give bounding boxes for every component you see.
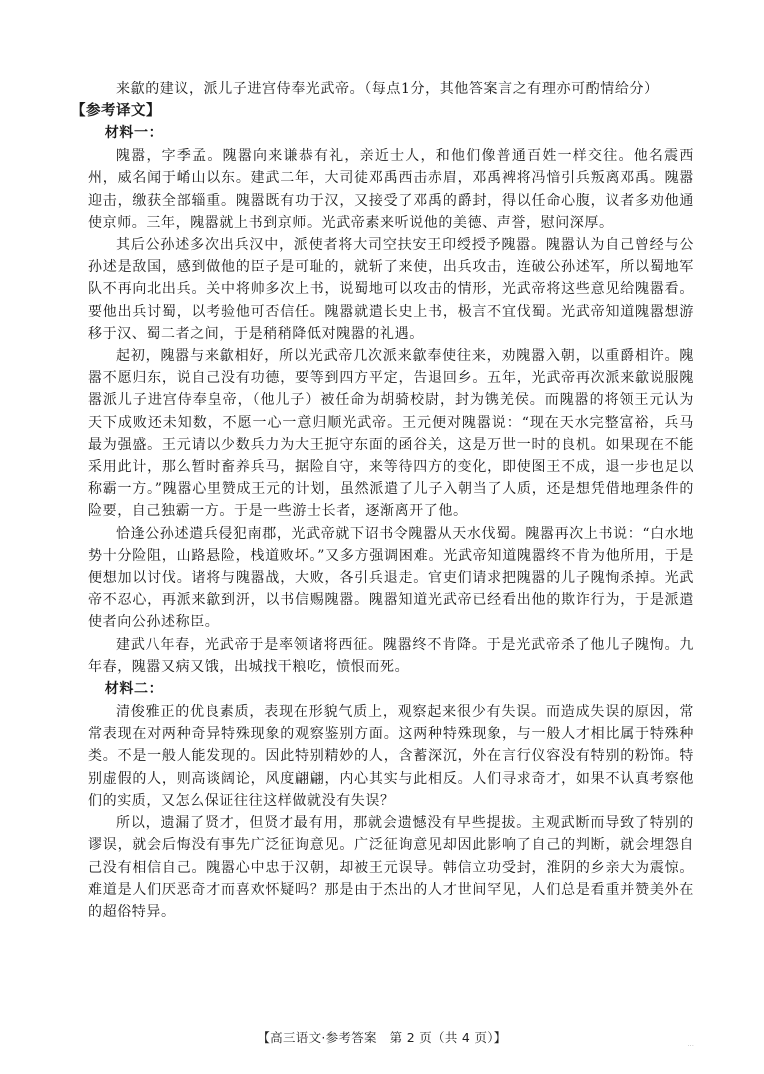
material2-paragraph: 清俊雅正的优良素质，表现在形貌气质上，观察起来很少有失误。而造成失误的原因，常常表现在对两种奇异特殊现象的观察鉴别方面。这两种特殊现象，与一般人才相比属于特殊种类。不是一般人能发现的。因此特别精妙的人，含蓄深沉，外在言行仪容没有特别的粉饰。特别虚假的人，则高谈阔论，风度翩翩，内心其实与此相反。人们寻求奇才，如果不认真考察他们的实质，又怎么保证往往这样做就没有失误？ [88,704,694,809]
material1-paragraph: 隗嚣，字季孟。隗嚣向来谦恭有礼，亲近士人，和他们像普通百姓一样交往。他名震西州，威名闻于崤山以东。建武二年，大司徒邓禹西击赤眉，邓禹裨将冯愔引兵叛离邓禹。隗嚣迎击，缴获全部辎重。隗嚣既有功于汉，又接受了邓禹的爵封，得以任命心腹，议者多劝他通使京师。三年，隗嚣就上书到京师。光武帝素来听说他的美德、声誉，慰问深厚。 [88,148,694,231]
section-title: 【参考译文】 [71,103,161,120]
material1-paragraph: 起初，隗嚣与来歙相好，所以光武帝几次派来歙奉使往来，劝隗嚣入朝，以重爵相许。隗嚣不愿归东，说自己没有功德，要等到四方平定，告退回乡。五年，光武帝再次派来歙说服隗嚣派儿子进宫侍奉皇帝，（他儿子）被任命为胡骑校尉，封为镌羌侯。而隗嚣的将领王元认为天下成败还未知数，不愿一心一意归顺光武帝。王元便对隗嚣说：“现在天水完整富裕，兵马最为强盛。王元请以少数兵力为大王扼守东面的函谷关，这是万世一时的良机。如果现在不能采用此计，那么暂时畜养兵马，据险自守，来等待四方的变化，即使图王不成，退一步也足以称霸一方。”隗嚣心里赞成王元的计划，虽然派遣了儿子入朝当了人质，还是想凭借地理条件的险要，自己独霸一方。于是一些游士长者，逐渐离开了他。 [88,348,694,520]
corner-mark: ... [687,1040,694,1048]
intro-line: 来歙的建议，派儿子进宫侍奉光武帝。（每点1分，其他答案言之有理亦可酌情给分） [116,81,659,97]
material1-paragraph: 恰逢公孙述遣兵侵犯南郡，光武帝就下诏书令隗嚣从天水伐蜀。隗嚣再次上书说：“白水地势十分险阻，山路悬险，栈道败坏。”又多方强调困难。光武帝知道隗嚣终不肯为他所用，于是便想加以讨伐。诸将与隗嚣战，大败，各引兵退走。官吏们请求把隗嚣的儿子隗恂杀掉。光武帝不忍心，再派来歙到汧，以书信赐隗嚣。隗嚣知道光武帝已经看出他的欺诈行为，于是派遣使者向公孙述称臣。 [88,525,694,631]
material1-paragraph: 其后公孙述多次出兵汉中，派使者将大司空扶安王印绶授予隗嚣。隗嚣认为自己曾经与公孙述是敌国，感到做他的臣子是可耻的，就斩了来使，出兵攻击，连破公孙述军，所以蜀地军队不再向北出兵。关中将帅多次上书，说蜀地可以攻击的情形，光武帝将这些意见给隗嚣看。要他出兵讨蜀，以考验他可否信任。隗嚣就遣长史上书，极言不宜伐蜀。光武帝知道隗嚣想游移于汉、蜀二者之间，于是稍稍降低对隗嚣的礼遇。 [88,237,694,342]
material1-paragraph: 建武八年春，光武帝于是率领诸将西征。隗嚣终不肯降。于是光武帝杀了他儿子隗恂。九年春，隗嚣又病又饿，出城找干粮吃，愤恨而死。 [88,636,694,675]
material2-title: 材料二： [104,681,164,698]
page-footer: 【高三语文·参考答案 第 2 页（共 4 页）】 [257,1030,507,1045]
material2-paragraph: 所以，遗漏了贤才，但贤才最有用，那就会遗憾没有早些提拔。主观武断而导致了特别的谬误，就会后悔没有事先广泛征询意见。广泛征询意见却因此影响了自己的判断，就会埋怨自己没有相信自己。隗嚣心中忠于汉朝，却被王元误导。韩信立功受封，淮阴的乡亲大为震惊。难道是人们厌恶奇才而喜欢怀疑吗？那是由于杰出的人才世间罕见，人们总是看重并赞美外在的超俗特异。 [88,815,694,920]
document-body [71,78,694,923]
material1-title: 材料一： [104,125,164,142]
